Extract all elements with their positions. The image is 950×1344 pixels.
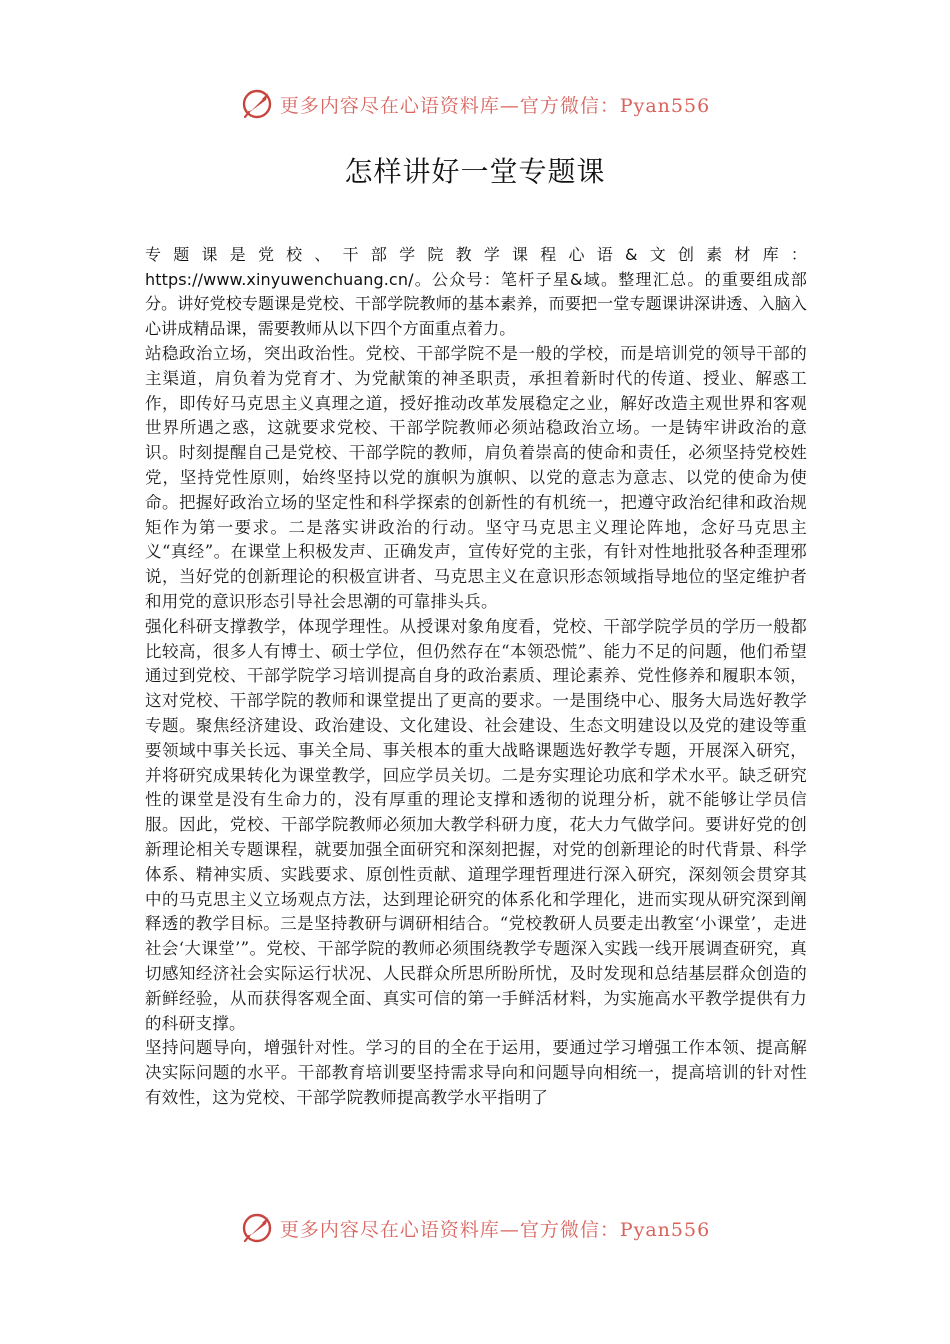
body-paragraph-3: 坚持问题导向，增强针对性。学习的目的全在于运用，要通过学习增强工作本领、提高解决实际问题的水平。干部教育培训要坚持需求导向和问题导向相统一，提高培训的针对性有效性，这为党校、干部学院教师提高教学水平指明了 <box>145 1038 807 1107</box>
pen-logo-icon <box>240 1211 274 1245</box>
footer-banner <box>0 1208 950 1248</box>
banner-text: 更多内容尽在心语资料库—官方微信：Pyan556 <box>279 94 711 117</box>
header-banner <box>0 84 950 124</box>
body-paragraph-1: 站稳政治立场，突出政治性。党校、干部学院不是一般的学校，而是培训党的领导干部的主渠道，肩负着为党育才、为党献策的神圣职责，承担着新时代的传道、授业、解惑工作，即传好马克思主义真理之道，授好推动改革发展稳定之业，解好改造主观世界和客观世界所遇之惑，这就要求党校、干部学院教师必须站稳政治立场。一是铸牢讲政治的意识。时刻提醒自己是党校、干部学院的教师，肩负着崇高的使命和责任，必须坚持党校姓党，坚持党性原则，始终坚持以党的旗帜为旗帜、以党的意志为意志、以党的使命为使命。把握好政治立场的坚定性和科学探索的创新性的有机统一，把遵守政治纪律和政治规矩作为第一要求。二是落实讲政治的行动。坚守马克思主义理论阵地，念好马克思主义“真经”。在课堂上积极发声、正确发声，宣传好党的主张，有针对性地批驳各种歪理邪说，当好党的创新理论的积极宣讲者、马克思主义在意识形态领域指导地位的坚定维护者和用党的意识形态引导社会思潮的可靠排头兵。 <box>145 344 807 611</box>
body-paragraph-2: 强化科研支撑教学，体现学理性。从授课对象角度看，党校、干部学院学员的学历一般都比较高，很多人有博士、硕士学位，但仍然存在“本领恐慌”、能力不足的问题，他们希望通过到党校、干部学院学习培训提高自身的政治素质、理论素养、党性修养和履职本领，这对党校、干部学院的教师和课堂提出了更高的要求。一是围绕中心、服务大局选好教学专题。聚焦经济建设、政治建设、文化建设、社会建设、生态文明建设以及党的建设等重要领域中事关长远、事关全局、事关根本的重大战略课题选好教学专题，开展深入研究，并将研究成果转化为课堂教学，回应学员关切。二是夯实理论功底和学术水平。缺乏研究性的课堂是没有生命力的，没有厚重的理论支撑和透彻的说理分析，就不能够让学员信服。因此，党校、干部学院教师必须加大教学科研力度，花大力气做学问。要讲好党的创新理论相关专题课程，就要加强全面研究和深刻把握，对党的创新理论的时代背景、科学体系、精神实质、实践要求、原创性贡献、道理学理哲理进行深入研究，深刻领会贯穿其中的马克思主义立场观点方法，达到理论研究的体系化和学理化，进而实现从研究深到阐释透的教学目标。三是坚持教研与调研相结合。“党校教研人员要走出教室‘小课堂’，走进社会‘大课堂’”。党校、干部学院的教师必须围绕教学专题深入实践一线开展调查研究，真切感知经济社会实际运行状况、人民群众所思所盼所忧，及时发现和总结基层群众创造的新鲜经验，从而获得客观全面、真实可信的第一手鲜活材料，为实施高水平教学提供有力的科研支撑。 <box>145 616 807 1033</box>
intro-paragraph: 专题课是党校、干部学院教学课程心语&文创素材库：https://www.xinyuwenchuang.cn/。公众号：笔杆子星&域。整理汇总。的重要组成部分。讲好党校专题课是党校、干部学院教师的基本素养，而要把一堂专题课讲深讲透、入脑入心讲成精品课，需要教师从以下四个方面重点着力。 <box>145 245 807 338</box>
document-body <box>145 243 807 1111</box>
document-title: 怎样讲好一堂专题课 <box>344 155 606 188</box>
banner-text: 更多内容尽在心语资料库—官方微信：Pyan556 <box>279 1218 711 1241</box>
pen-logo-icon <box>240 87 274 121</box>
